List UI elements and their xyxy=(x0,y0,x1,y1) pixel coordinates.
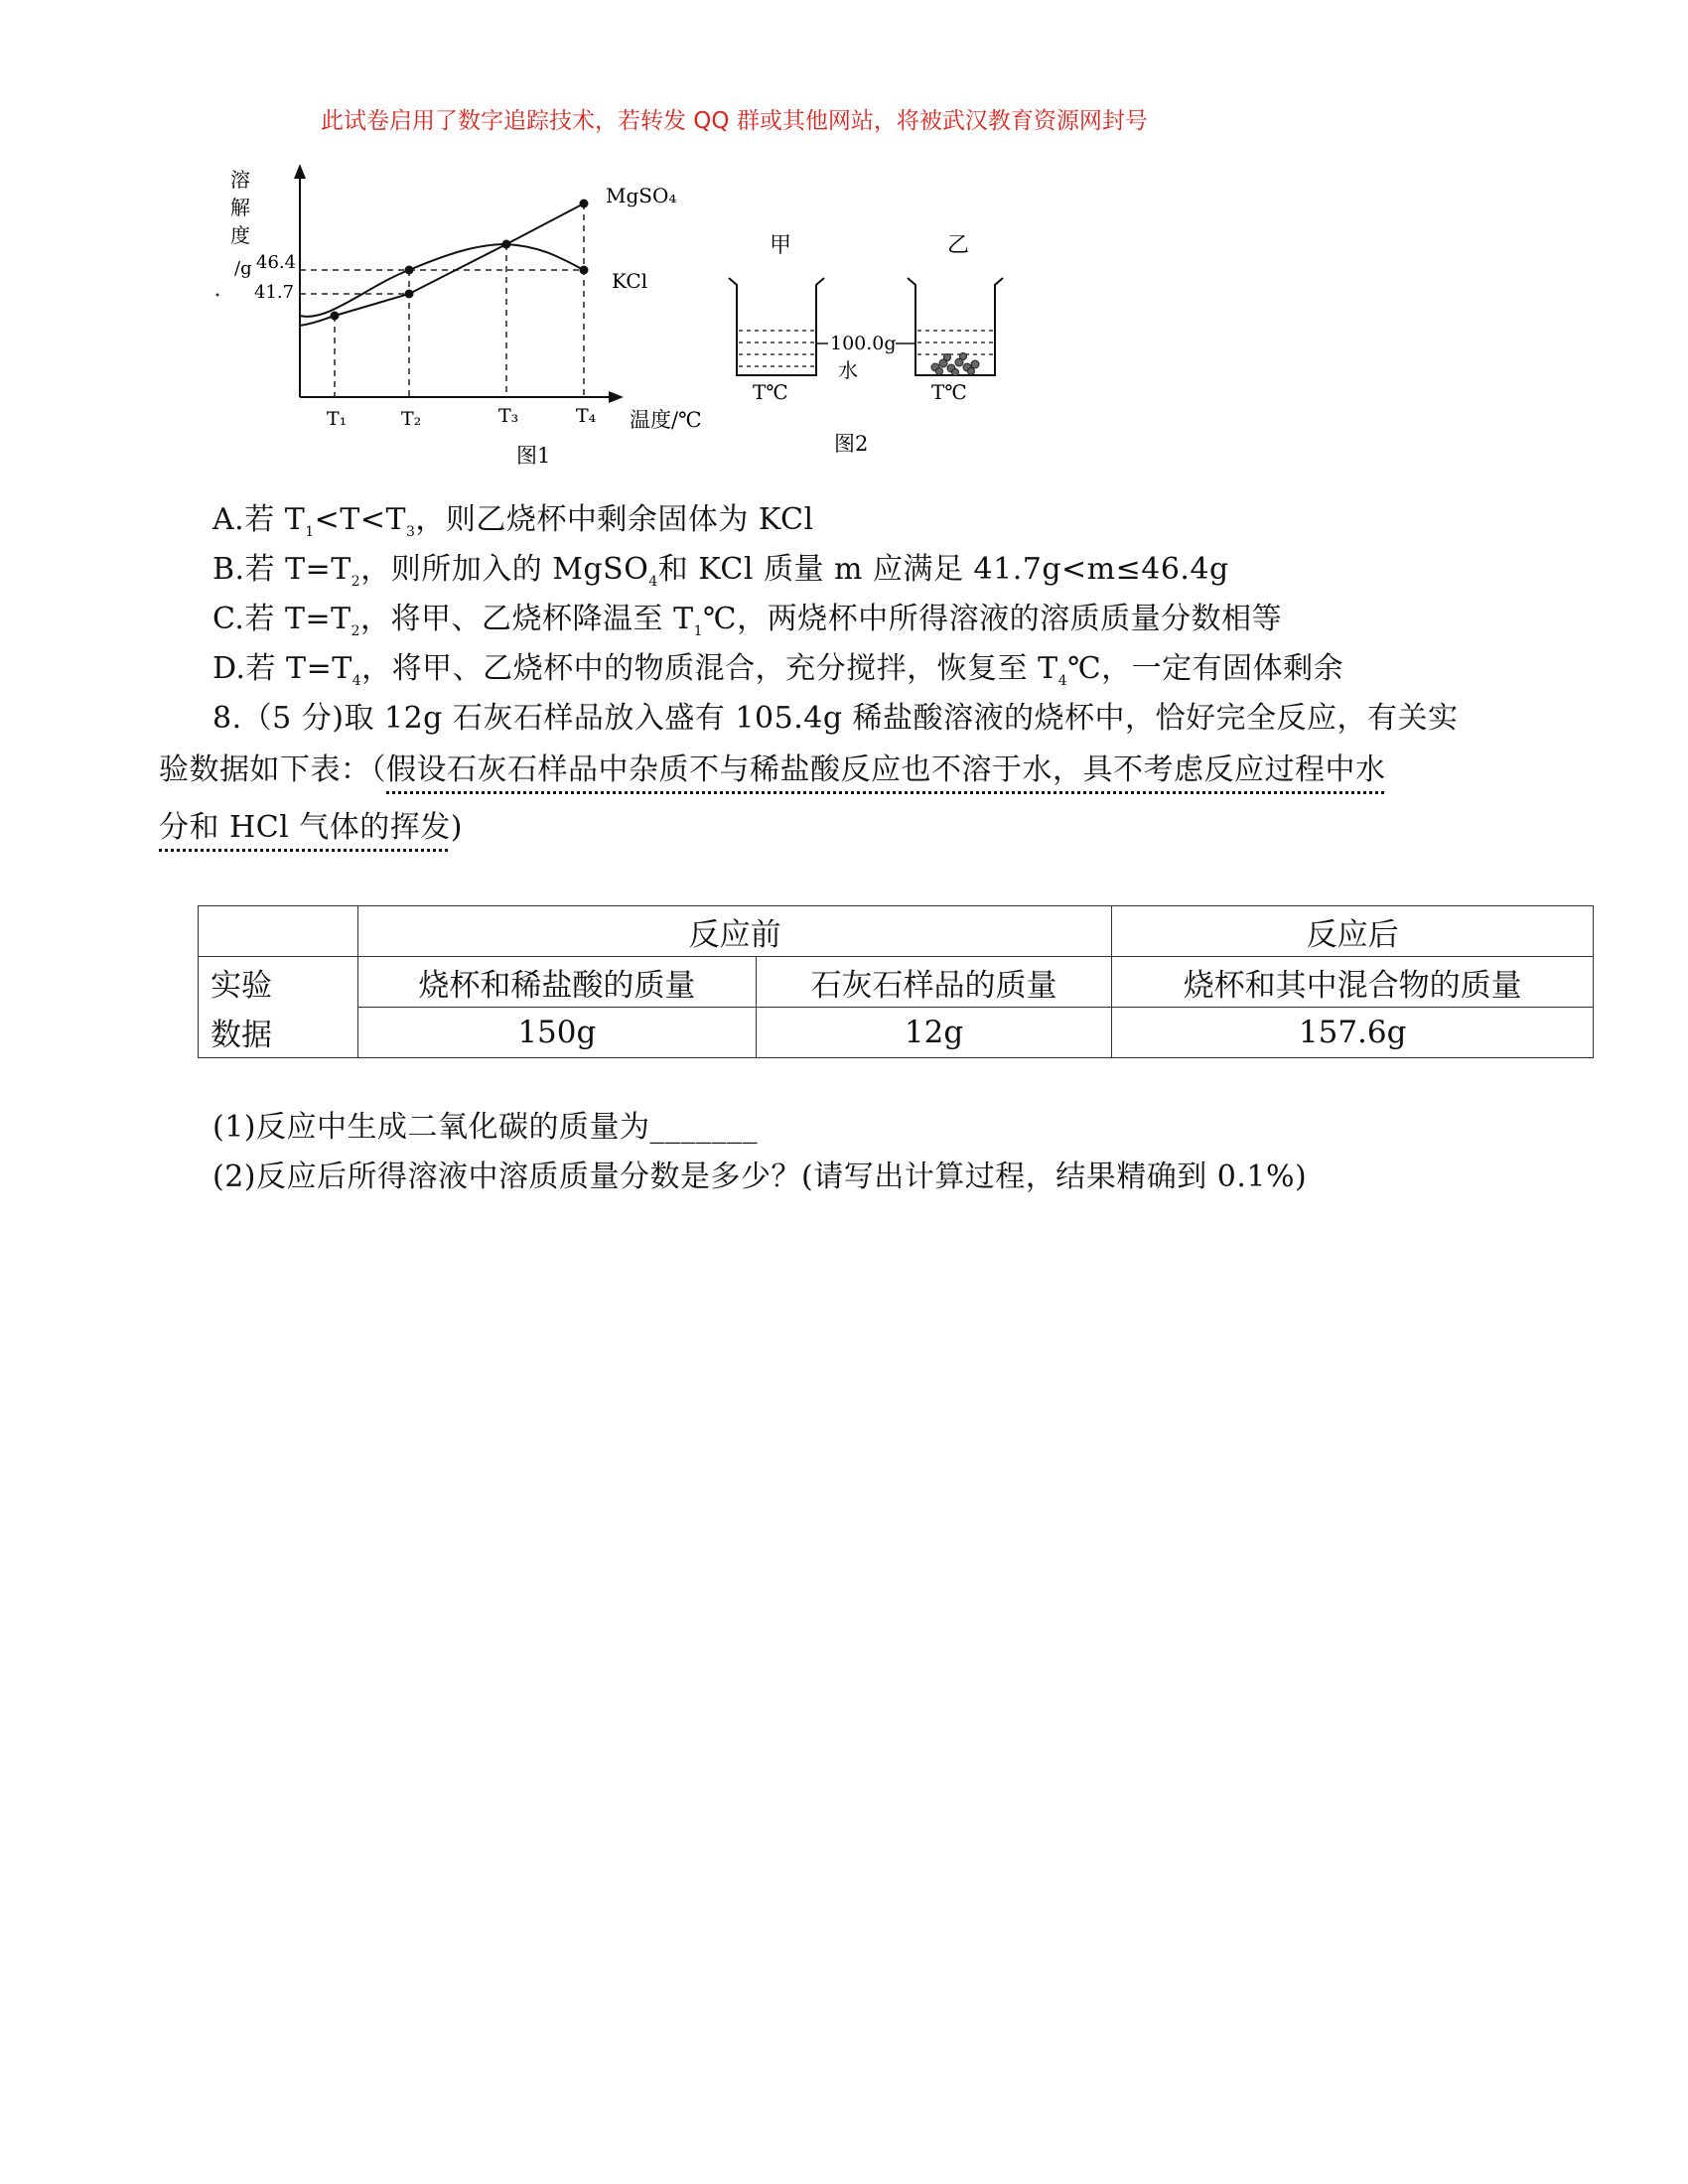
point-t2-kcl xyxy=(405,266,414,275)
y-tick-41-7: 41.7 xyxy=(254,282,295,303)
y-axis-arrow xyxy=(294,164,306,179)
beaker-a-title: 甲 xyxy=(770,233,792,258)
figure-2-caption: 图2 xyxy=(834,432,869,456)
point-t4-mgso4 xyxy=(580,200,589,208)
point-t1 xyxy=(331,312,340,321)
after-reaction-header: 反应后 xyxy=(1112,906,1594,957)
water-mass-label: 100.0g xyxy=(830,333,897,354)
row-label-top: 实验 xyxy=(199,957,358,1008)
x-tick-t4: T₄ xyxy=(576,405,597,427)
point-t2-mgso4 xyxy=(405,290,414,299)
figure-2 xyxy=(729,233,1003,456)
table-row xyxy=(199,957,1594,1008)
x-tick-t3: T₃ xyxy=(498,405,519,427)
beaker-b-temp: T℃ xyxy=(931,380,967,404)
figure-1-caption: 图1 xyxy=(516,444,551,468)
stray-dot xyxy=(216,294,219,297)
column-header-mixture: 烧杯和其中混合物的质量 xyxy=(1112,957,1594,1008)
water-word: 水 xyxy=(838,358,858,382)
sub-question-2: (2)反应后所得溶液中溶质质量分数是多少？(请写出计算过程，结果精确到 0.1%) xyxy=(212,1160,1308,1194)
table-corner-cell xyxy=(199,906,358,957)
point-t3 xyxy=(502,240,511,249)
figures xyxy=(0,0,1688,477)
q8-line-2: 验数据如下表：（假设石灰石样品中杂质不与稀盐酸反应也不溶于水，具不考虑反应过程中水 xyxy=(159,752,1386,787)
option-a: A.若 $T_1<T<T_3$，则乙烧杯中剩余固体为 KCl xyxy=(212,502,814,540)
series-label-kcl: KCl xyxy=(612,269,648,293)
beaker-b-solid xyxy=(931,353,979,376)
value-beaker-acid: 150g xyxy=(358,1008,757,1058)
figure-1 xyxy=(230,164,702,468)
x-tick-t1: T₁ xyxy=(327,408,348,430)
y-axis-label-char-3: 度 xyxy=(230,223,250,247)
kcl-curve xyxy=(300,244,584,317)
x-tick-t2: T₂ xyxy=(401,408,422,430)
value-limestone: 12g xyxy=(756,1008,1112,1058)
beaker-a-temp: T℃ xyxy=(753,380,788,404)
q8-line-3: 分和 HCl 气体的挥发) xyxy=(159,810,464,845)
before-reaction-header: 反应前 xyxy=(358,906,1112,957)
y-axis-label-char-2: 解 xyxy=(230,196,250,219)
option-b: B.若 $T=T_2$，则所加入的 MgSO$_4$和 KCl 质量 m 应满足 41.7g<m≤46.4g xyxy=(212,552,1229,590)
experiment-data-table xyxy=(198,905,1594,1058)
column-header-beaker-acid: 烧杯和稀盐酸的质量 xyxy=(358,957,757,1008)
row-label-bottom: 数据 xyxy=(199,1008,358,1058)
tracking-notice-text: 此试卷启用了数字追踪技术，若转发 QQ 群或其他网站，将被武汉教育资源网封号 xyxy=(321,108,1148,134)
beaker-a xyxy=(729,278,824,375)
x-axis-label: 温度/℃ xyxy=(630,408,702,432)
sub-question-1: (1)反应中生成二氧化碳的质量为_______ xyxy=(212,1110,758,1145)
beaker-b-title: 乙 xyxy=(947,233,970,258)
q8-line-1: 8.（5 分)取 12g 石灰石样品放入盛有 105.4g 稀盐酸溶液的烧杯中，恰好完全反应，有关实 xyxy=(212,701,1459,736)
option-d: D.若 $T=T_4$，将甲、乙烧杯中的物质混合，充分搅拌，恢复至 $T_4℃$，一定有固体剩余 xyxy=(212,651,1344,689)
value-mixture: 157.6g xyxy=(1112,1008,1594,1058)
y-axis-unit: /g xyxy=(234,258,252,279)
mgso4-curve xyxy=(300,204,584,326)
option-c: C.若 $T=T_2$，将甲、乙烧杯降温至 $T_1℃$，两烧杯中所得溶液的溶质质量分数相等 xyxy=(212,602,1283,639)
y-axis-label-char-1: 溶 xyxy=(230,168,250,192)
series-label-mgso4: MgSO₄ xyxy=(606,184,677,207)
point-t4-kcl xyxy=(580,266,589,275)
y-tick-46-4: 46.4 xyxy=(256,252,297,273)
table-row xyxy=(199,1008,1594,1058)
x-axis-arrow xyxy=(609,391,624,403)
column-header-limestone: 石灰石样品的质量 xyxy=(756,957,1112,1008)
table-row xyxy=(199,906,1594,957)
